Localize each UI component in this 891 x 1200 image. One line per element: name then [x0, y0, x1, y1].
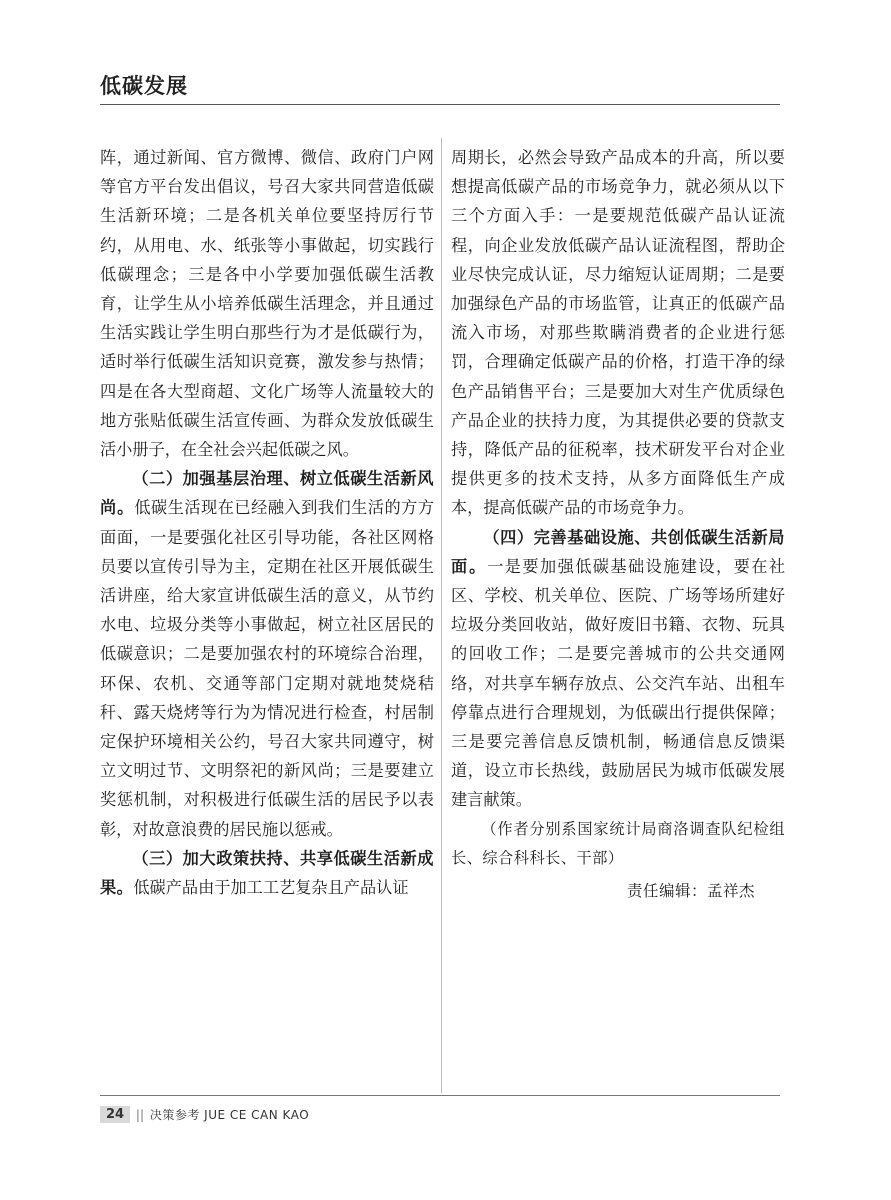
column-divider	[441, 138, 442, 1093]
editor-credit: 责任编辑：孟祥杰	[626, 882, 755, 901]
right-column	[451, 143, 785, 906]
paragraph-heading: （二）加强基层治理、树立低碳生活新风尚。	[100, 469, 434, 518]
paragraph-heading: （四）完善基础设施、共创低碳生活新局面。	[451, 527, 785, 576]
header-rule	[100, 104, 780, 105]
left-column	[100, 143, 434, 902]
paragraph	[100, 464, 434, 844]
page-number: 24	[100, 1106, 130, 1123]
author-note: （作者分别系国家统计局商洛调查队纪检组长、综合科科长、干部）	[451, 819, 785, 867]
footer-rule	[100, 1095, 780, 1096]
paragraph-body: 一是要加强低碳基础设施建设，要在社区、学校、机关单位、医院、广场等场所建好垃圾分类回收站，做好废旧书籍、衣物、玩具的回收工作；二是要完善城市的公共交通网络，对共享车辆存放点、公交汽车站、出租车停靠点进行合理规划，为低碳出行提供保障；三是要完善信息反馈机制，畅通信息反馈渠道，设立市长热线，鼓励居民为城市低碳发展建言献策。	[451, 556, 786, 810]
paragraph	[451, 523, 785, 815]
paragraph-heading: （三）加大政策扶持、共享低碳生活新成果。	[100, 848, 434, 898]
paragraph-body: 低碳产品由于加工工艺复杂且产品认证	[133, 878, 409, 898]
paragraph	[100, 844, 434, 902]
section-title: 低碳发展	[100, 74, 188, 98]
page-footer	[100, 1106, 309, 1128]
page-header	[100, 70, 780, 104]
footer-separator: ||	[135, 1107, 145, 1122]
paragraph-body: 低碳生活现在已经融入到我们生活的方方面面，一是要强化社区引导功能，各社区网格员要以宣传引导为主，定期在社区开展低碳生活讲座，给大家宣讲低碳生活的意义，从节约水电、垃圾分类等小事做起，树立社区居民的低碳意识；二是要加强农村的环境综合治理，环保、农机、交通等部门定期对就地焚烧秸秆、露天烧烤等行为为情况进行检查，村居制定保护环境相关公约，号召大家共同遵守，树立文明过节、文明祭祀的新风尚；三是要建立奖惩机制，对积极进行低碳生活的居民予以表彰，对故意浪费的居民施以惩戒。	[100, 498, 435, 839]
paragraph: 周期长，必然会导致产品成本的升高，所以要想提高低碳产品的市场竞争力，就必须从以下三个方面入手：一是要规范低碳产品认证流程，向企业发放低碳产品认证流程图，帮助企业尽快完成认证，尽力缩短认证周期；二是要加强绿色产品的市场监管，让真正的低碳产品流入市场，对那些欺瞒消费者的企业进行惩罚，合理确定低碳产品的价格，打造干净的绿色产品销售平台；三是要加大对生产优质绿色产品企业的扶持力度，为其提供必要的贷款支持，降低产品的征税率，技术研发平台对企业提供更多的技术支持，从多方面降低生产成本，提高低碳产品的市场竞争力。	[451, 148, 785, 518]
paragraph: 阵，通过新闻、官方微博、微信、政府门户网等官方平台发出倡议，号召大家共同营造低碳生活新环境；二是各机关单位要坚持厉行节约，从用电、水、纸张等小事做起，切实践行低碳理念；三是各中小学要加强低碳生活教育，让学生从小培养低碳生活理念，并且通过生活实践让学生明白那些行为才是低碳行为，适时举行低碳生活知识竞赛，激发参与热情；四是在各大型商超、文化广场等人流量较大的地方张贴低碳生活宣传画、为群众发放低碳生活小册子，在全社会兴起低碳之风。	[100, 148, 434, 460]
journal-name: 决策参考 JUE CE CAN KAO	[149, 1108, 310, 1122]
